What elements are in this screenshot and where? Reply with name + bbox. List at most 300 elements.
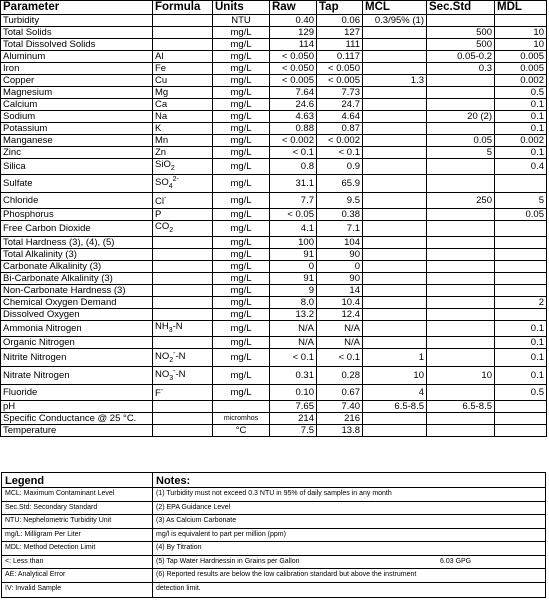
cell-tap: 0.117 <box>317 51 363 63</box>
cell-sec-std: 0.05-0.2 <box>427 51 495 63</box>
table-row <box>1 51 547 63</box>
cell-formula: SiO$_2$ <box>153 159 213 175</box>
cell-mcl <box>363 297 427 309</box>
header-row <box>1 1 547 15</box>
cell-mdl: 0.005 <box>495 63 547 75</box>
legend-item: MDL: Method Detection Limit <box>2 542 152 556</box>
table-row <box>1 75 547 87</box>
cell-units: mg/L <box>213 321 270 337</box>
cell-formula: Ca <box>153 99 213 111</box>
cell-sec-std: 20 (2) <box>427 111 495 123</box>
cell-mcl <box>363 285 427 297</box>
cell-mdl: 0.005 <box>495 51 547 63</box>
cell-raw: 0.10 <box>270 385 317 401</box>
cell-sec-std: 6.5-8.5 <box>427 401 495 413</box>
cell-formula: $NO_2^--N$ <box>153 349 213 367</box>
cell-mdl: 0.1 <box>495 349 547 367</box>
cell-tap: < 0.002 <box>317 135 363 147</box>
cell-sec-std: 5 <box>427 147 495 159</box>
cell-sec-std <box>427 249 495 261</box>
cell-mdl: 0.1 <box>495 147 547 159</box>
cell-mdl <box>495 249 547 261</box>
cell-units: mg/L <box>213 385 270 401</box>
cell-raw: 91 <box>270 273 317 285</box>
cell-raw: 7.7 <box>270 193 317 209</box>
table-row <box>1 135 547 147</box>
cell-raw: 7.65 <box>270 401 317 413</box>
cell-mcl <box>363 99 427 111</box>
cell-parameter: Silica <box>1 159 153 175</box>
cell-sec-std: 500 <box>427 39 495 51</box>
cell-parameter: Non-Carbonate Hardness (3) <box>1 285 153 297</box>
cell-mcl <box>363 87 427 99</box>
cell-parameter: Potassium <box>1 123 153 135</box>
cell-sec-std <box>427 209 495 221</box>
legend-panel <box>2 473 153 597</box>
header-parameter: Parameter <box>1 1 153 15</box>
cell-sec-std <box>427 425 495 437</box>
cell-formula <box>153 249 213 261</box>
cell-raw: 0 <box>270 261 317 273</box>
cell-mcl <box>363 123 427 135</box>
cell-mdl: 0.1 <box>495 367 547 385</box>
cell-mdl: 10 <box>495 27 547 39</box>
cell-mcl <box>363 135 427 147</box>
cell-parameter: Sodium <box>1 111 153 123</box>
cell-tap: 4.64 <box>317 111 363 123</box>
note-item <box>153 542 545 556</box>
legend-item: Sec.Std: Secondary Standard <box>2 502 152 516</box>
header-tap: Tap <box>317 1 363 15</box>
cell-sec-std: 0.3 <box>427 63 495 75</box>
cell-formula <box>153 337 213 349</box>
cell-formula: $CO_2$ <box>153 221 213 237</box>
cell-parameter: Turbidity <box>1 15 153 27</box>
cell-mcl <box>363 413 427 425</box>
cell-units: mg/L <box>213 349 270 367</box>
cell-sec-std <box>427 349 495 367</box>
cell-parameter: Bi-Carbonate Alkalinity (3) <box>1 273 153 285</box>
cell-units: mg/L <box>213 285 270 297</box>
cell-tap: 0.67 <box>317 385 363 401</box>
cell-tap: 7.40 <box>317 401 363 413</box>
cell-raw: < 0.1 <box>270 349 317 367</box>
cell-sec-std <box>427 261 495 273</box>
cell-tap: < 0.1 <box>317 349 363 367</box>
note-item <box>153 529 545 543</box>
cell-formula <box>153 401 213 413</box>
legend-item: NTU: Nephelometric Turbidity Unit <box>2 515 152 529</box>
table-row <box>1 193 547 209</box>
cell-raw: < 0.1 <box>270 147 317 159</box>
cell-formula: Mg <box>153 87 213 99</box>
cell-sec-std <box>427 15 495 27</box>
cell-parameter: Copper <box>1 75 153 87</box>
note-text: (3) As Calcium Carbonate <box>156 517 237 524</box>
cell-mdl: 5 <box>495 193 547 209</box>
cell-parameter: Nitrate Nitrogen <box>1 367 153 385</box>
cell-sec-std <box>427 309 495 321</box>
cell-formula <box>153 425 213 437</box>
cell-units: mg/L <box>213 63 270 75</box>
cell-mdl <box>495 425 547 437</box>
table-row <box>1 147 547 159</box>
cell-units: mg/L <box>213 209 270 221</box>
note-text: (2) EPA Guidance Level <box>156 503 231 511</box>
note-item <box>153 515 545 529</box>
cell-units: mg/L <box>213 135 270 147</box>
cell-mcl <box>363 159 427 175</box>
cell-raw: N/A <box>270 321 317 337</box>
note-text: (6) Reported results are below the low calibration standard but above the instrument <box>156 571 417 578</box>
cell-formula: $SO_4^{2-}$ <box>153 175 213 193</box>
cell-units: mg/L <box>213 27 270 39</box>
cell-mdl: 0.1 <box>495 111 547 123</box>
cell-units: mg/L <box>213 111 270 123</box>
cell-units: mg/L <box>213 367 270 385</box>
cell-sec-std <box>427 237 495 249</box>
cell-units: mg/L <box>213 193 270 209</box>
table-row <box>1 367 547 385</box>
cell-mdl <box>495 413 547 425</box>
cell-raw: 0.8 <box>270 159 317 175</box>
cell-raw: 100 <box>270 237 317 249</box>
cell-units: mg/L <box>213 273 270 285</box>
cell-parameter: Calcium <box>1 99 153 111</box>
cell-tap: < 0.1 <box>317 147 363 159</box>
cell-units: mg/L <box>213 159 270 175</box>
cell-formula: Fe <box>153 63 213 75</box>
cell-parameter: Organic Nitrogen <box>1 337 153 349</box>
table-row <box>1 221 547 237</box>
header-raw: Raw <box>270 1 317 15</box>
cell-mcl <box>363 193 427 209</box>
cell-sec-std: 0.05 <box>427 135 495 147</box>
cell-raw: < 0.002 <box>270 135 317 147</box>
table-row <box>1 39 547 51</box>
notes-title: Notes: <box>153 473 545 488</box>
cell-mcl: 4 <box>363 385 427 401</box>
legend-item: AE: Analytical Error <box>2 569 152 583</box>
cell-parameter: Dissolved Oxygen <box>1 309 153 321</box>
table-row <box>1 63 547 75</box>
header-formula: Formula <box>153 1 213 15</box>
cell-formula: P <box>153 209 213 221</box>
gpg-value: 6.03 GPG <box>440 557 472 565</box>
cell-mcl <box>363 51 427 63</box>
cell-units: mg/L <box>213 175 270 193</box>
cell-units: mg/L <box>213 309 270 321</box>
cell-tap: 0.9 <box>317 159 363 175</box>
table-row <box>1 15 547 27</box>
cell-units: mg/L <box>213 51 270 63</box>
cell-formula: K <box>153 123 213 135</box>
cell-raw: N/A <box>270 337 317 349</box>
cell-tap: 10.4 <box>317 297 363 309</box>
cell-units <box>213 401 270 413</box>
cell-parameter: Total Hardness (3), (4), (5) <box>1 237 153 249</box>
note-item <box>153 502 545 516</box>
cell-mcl <box>363 175 427 193</box>
cell-sec-std: 10 <box>427 367 495 385</box>
cell-mcl: 1.3 <box>363 75 427 87</box>
header-units: Units <box>213 1 270 15</box>
table-row <box>1 385 547 401</box>
cell-mdl: 0.05 <box>495 209 547 221</box>
cell-parameter: Aluminum <box>1 51 153 63</box>
cell-parameter: Total Dissolved Solids <box>1 39 153 51</box>
cell-sec-std <box>427 87 495 99</box>
header-sec-std: Sec.Std <box>427 1 495 15</box>
legend-notes-box <box>1 472 546 598</box>
cell-units: mg/L <box>213 337 270 349</box>
cell-formula <box>153 27 213 39</box>
cell-mcl: 0.3/95% (1) <box>363 15 427 27</box>
cell-formula <box>153 237 213 249</box>
table-row <box>1 111 547 123</box>
note-text: (5) Tap Water Hardnessin in Grains per Gallon <box>156 557 300 565</box>
cell-mdl: 0.002 <box>495 135 547 147</box>
cell-formula <box>153 261 213 273</box>
notes-panel <box>153 473 545 597</box>
table-row <box>1 425 547 437</box>
cell-tap: N/A <box>317 321 363 337</box>
cell-sec-std <box>427 337 495 349</box>
cell-parameter: Iron <box>1 63 153 75</box>
cell-formula: Na <box>153 111 213 123</box>
cell-formula: Al <box>153 51 213 63</box>
cell-tap: 111 <box>317 39 363 51</box>
cell-raw: 0.88 <box>270 123 317 135</box>
cell-mcl: 10 <box>363 367 427 385</box>
cell-mcl <box>363 249 427 261</box>
cell-raw: 13.2 <box>270 309 317 321</box>
table-row <box>1 285 547 297</box>
note-item <box>153 569 545 583</box>
cell-sec-std <box>427 297 495 309</box>
cell-parameter: Chloride <box>1 193 153 209</box>
cell-formula <box>153 297 213 309</box>
header-mcl: MCL <box>363 1 427 15</box>
cell-parameter: Carbonate Alkalinity (3) <box>1 261 153 273</box>
cell-mdl: 10 <box>495 39 547 51</box>
cell-raw: 4.1 <box>270 221 317 237</box>
cell-raw: 9 <box>270 285 317 297</box>
cell-mdl <box>495 273 547 285</box>
table-row <box>1 321 547 337</box>
note-item <box>153 583 545 596</box>
cell-mdl: 0.1 <box>495 321 547 337</box>
cell-units: mg/L <box>213 249 270 261</box>
cell-tap: < 0.050 <box>317 63 363 75</box>
cell-tap: 13.8 <box>317 425 363 437</box>
legend-item: mg/L: Milligram Per Liter <box>2 529 152 543</box>
cell-parameter: Specific Conductance @ 25 °C. <box>1 413 153 425</box>
cell-sec-std <box>427 123 495 135</box>
cell-tap: 65.9 <box>317 175 363 193</box>
cell-formula: $NO_3^--N$ <box>153 367 213 385</box>
cell-mcl <box>363 261 427 273</box>
cell-raw: 0.31 <box>270 367 317 385</box>
note-text: mg/l is equivalent to part per million (ppm) <box>156 530 286 538</box>
cell-mcl <box>363 273 427 285</box>
cell-mdl: 0.1 <box>495 99 547 111</box>
table-row <box>1 401 547 413</box>
cell-raw: 31.1 <box>270 175 317 193</box>
cell-units: micromhos <box>213 413 270 425</box>
cell-raw: 91 <box>270 249 317 261</box>
cell-parameter: Chemical Oxygen Demand <box>1 297 153 309</box>
cell-mdl <box>495 237 547 249</box>
cell-tap: 0.87 <box>317 123 363 135</box>
legend-item: IV: Invalid Sample <box>5 584 62 592</box>
cell-sec-std: 250 <box>427 193 495 209</box>
cell-parameter: Phosphorus <box>1 209 153 221</box>
results-body <box>1 15 547 437</box>
cell-tap: 0 <box>317 261 363 273</box>
cell-sec-std <box>427 99 495 111</box>
cell-tap: 127 <box>317 27 363 39</box>
cell-mcl <box>363 309 427 321</box>
cell-raw: 4.63 <box>270 111 317 123</box>
header-mdl: MDL <box>495 1 547 15</box>
cell-units: mg/L <box>213 221 270 237</box>
cell-mdl: 0.5 <box>495 87 547 99</box>
cell-raw: 114 <box>270 39 317 51</box>
cell-mdl <box>495 285 547 297</box>
cell-units: mg/L <box>213 297 270 309</box>
cell-mdl: 0.4 <box>495 159 547 175</box>
cell-mdl: 0.1 <box>495 337 547 349</box>
note-text: detection limit. <box>156 584 201 592</box>
cell-formula <box>153 309 213 321</box>
table-row <box>1 309 547 321</box>
cell-units: mg/L <box>213 123 270 135</box>
cell-units: mg/L <box>213 261 270 273</box>
cell-formula: Zn <box>153 147 213 159</box>
cell-units: NTU <box>213 15 270 27</box>
cell-units: mg/L <box>213 99 270 111</box>
cell-raw: 7.5 <box>270 425 317 437</box>
table-row <box>1 273 547 285</box>
cell-formula: Cl- <box>153 193 213 209</box>
cell-mcl <box>363 337 427 349</box>
legend-item: <: Less than <box>2 556 152 570</box>
cell-raw: < 0.050 <box>270 51 317 63</box>
cell-mcl: 1 <box>363 349 427 367</box>
cell-raw: 0.40 <box>270 15 317 27</box>
cell-mdl: 0.5 <box>495 385 547 401</box>
cell-mcl <box>363 63 427 75</box>
cell-parameter: Magnesium <box>1 87 153 99</box>
cell-mcl <box>363 237 427 249</box>
cell-mdl <box>495 261 547 273</box>
cell-tap: 14 <box>317 285 363 297</box>
cell-formula: F- <box>153 385 213 401</box>
cell-sec-std <box>427 285 495 297</box>
cell-raw: 214 <box>270 413 317 425</box>
cell-mdl <box>495 15 547 27</box>
table-row <box>1 209 547 221</box>
cell-mcl <box>363 425 427 437</box>
cell-sec-std <box>427 385 495 401</box>
table-row <box>1 99 547 111</box>
cell-tap: 7.73 <box>317 87 363 99</box>
cell-sec-std <box>427 175 495 193</box>
cell-formula <box>153 15 213 27</box>
cell-tap: 90 <box>317 273 363 285</box>
cell-mcl <box>363 27 427 39</box>
cell-parameter: Total Solids <box>1 27 153 39</box>
cell-parameter: Sulfate <box>1 175 153 193</box>
cell-tap: 24.7 <box>317 99 363 111</box>
cell-parameter: Manganese <box>1 135 153 147</box>
cell-mcl: 6.5-8.5 <box>363 401 427 413</box>
table-row <box>1 413 547 425</box>
cell-tap: 7.1 <box>317 221 363 237</box>
legend-item: MCL: Maximum Contaminant Level <box>2 488 152 502</box>
cell-mdl: 0.1 <box>495 123 547 135</box>
cell-parameter: pH <box>1 401 153 413</box>
cell-units: mg/L <box>213 237 270 249</box>
cell-mdl <box>495 175 547 193</box>
cell-tap: 0.38 <box>317 209 363 221</box>
cell-raw: < 0.050 <box>270 63 317 75</box>
cell-parameter: Total Alkalinity (3) <box>1 249 153 261</box>
cell-formula: Cu <box>153 75 213 87</box>
cell-tap: 12.4 <box>317 309 363 321</box>
table-row <box>1 249 547 261</box>
cell-units: mg/L <box>213 147 270 159</box>
cell-sec-std <box>427 273 495 285</box>
cell-raw: 24.6 <box>270 99 317 111</box>
cell-sec-std <box>427 321 495 337</box>
cell-formula <box>153 39 213 51</box>
cell-parameter: Ammonia Nitrogen <box>1 321 153 337</box>
cell-sec-std <box>427 413 495 425</box>
cell-formula <box>153 413 213 425</box>
table-row <box>1 159 547 175</box>
cell-raw: 8.0 <box>270 297 317 309</box>
table-row <box>1 175 547 193</box>
cell-tap: < 0.005 <box>317 75 363 87</box>
cell-mcl <box>363 321 427 337</box>
cell-units: mg/L <box>213 39 270 51</box>
cell-tap: 0.28 <box>317 367 363 385</box>
cell-parameter: Zinc <box>1 147 153 159</box>
cell-parameter: Nitrite Nitrogen <box>1 349 153 367</box>
cell-parameter: Temperature <box>1 425 153 437</box>
cell-tap: 9.5 <box>317 193 363 209</box>
cell-sec-std: 500 <box>427 27 495 39</box>
cell-mcl <box>363 209 427 221</box>
cell-tap: 90 <box>317 249 363 261</box>
cell-mcl <box>363 39 427 51</box>
legend-title: Legend <box>2 473 152 488</box>
table-row <box>1 261 547 273</box>
cell-formula <box>153 273 213 285</box>
cell-mdl <box>495 309 547 321</box>
table-row <box>1 27 547 39</box>
table-row <box>1 237 547 249</box>
table-row <box>1 123 547 135</box>
cell-formula: $NH_3-N$ <box>153 321 213 337</box>
cell-sec-std <box>427 75 495 87</box>
cell-tap: 216 <box>317 413 363 425</box>
note-item <box>153 488 545 502</box>
note-item <box>153 556 545 570</box>
cell-raw: < 0.05 <box>270 209 317 221</box>
